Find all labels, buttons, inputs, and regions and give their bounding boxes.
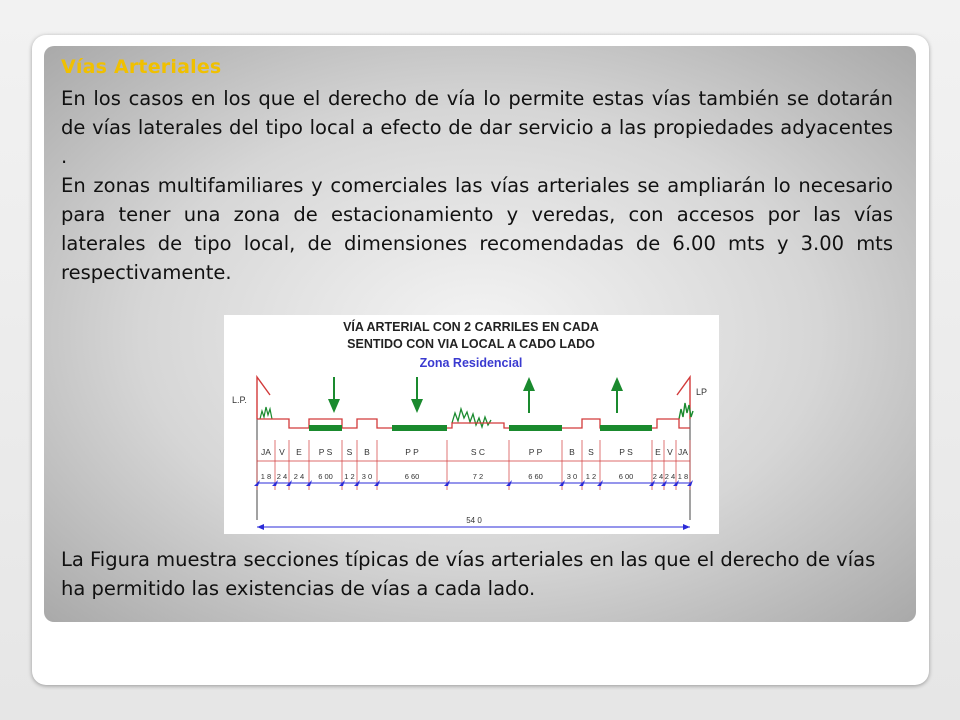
dimension-label: 2 4: [652, 472, 664, 481]
segment-label: E: [296, 447, 302, 457]
segment-label: V: [279, 447, 285, 457]
dimension-label: 2 4: [276, 472, 288, 481]
segment-labels: [261, 447, 688, 457]
dimension-label: 1 8: [677, 472, 689, 481]
segment-label: S C: [470, 447, 486, 457]
lp-right-label: LP: [696, 387, 708, 397]
total-width-label: 54 0: [466, 516, 482, 525]
figure-subheading: Zona Residencial: [419, 356, 523, 370]
dimension-label: 6 00: [618, 472, 634, 481]
segment-label: JA: [261, 447, 271, 457]
dimension-label: 1 2: [344, 472, 355, 481]
paragraph-2: En zonas multifamiliares y comerciales las vías arteriales se ampliarán lo necesario para tener una zona de estacionamiento y veredas, con accesos por las vías laterales de tipo local, de dimensiones recomendadas de 6.00 mts y 3.00 mts respectivamente.: [61, 174, 893, 284]
segment-label: P S: [318, 447, 333, 457]
lane-ps-right: [600, 425, 652, 431]
segment-label: S: [346, 447, 353, 457]
segment-label: B: [364, 447, 370, 457]
dimension-label: 2 4: [664, 472, 676, 481]
figure-heading-1: VÍA ARTERIAL CON 2 CARRILES EN CADA: [343, 320, 599, 334]
dimension-label: 6 00: [318, 472, 333, 481]
segment-label: E: [655, 447, 661, 457]
slide-title: Vías Arteriales: [61, 56, 222, 78]
segment-label: V: [667, 447, 673, 457]
dimension-label: 7 2: [472, 472, 484, 481]
road-section-figure: [224, 315, 719, 534]
paragraph-1: En los casos en los que el derecho de vía lo permite estas vías también se dotarán de vías laterales del tipo local a efecto de dar servicio a las propiedades adyacentes .: [61, 87, 893, 168]
dimension-label: 2 4: [293, 472, 305, 481]
segment-label: P P: [405, 447, 419, 457]
dimension-label: 3 0: [361, 472, 373, 481]
figure-caption: La Figura muestra secciones típicas de vías arteriales en las que el derecho de vías ha permitido las existencias de vías a cada lado.: [61, 548, 876, 600]
dimension-label: 6 60: [404, 472, 420, 481]
dimension-labels: [261, 472, 688, 481]
figure-heading-2: SENTIDO CON VIA LOCAL A CADO LADO: [347, 337, 595, 351]
segment-label: P S: [619, 447, 633, 457]
lane-pp-right: [509, 425, 562, 431]
road-section-diagram: [224, 315, 719, 534]
lp-left-label: L.P.: [232, 395, 247, 405]
segment-label: S: [588, 447, 594, 457]
segment-label: JA: [678, 447, 688, 457]
lane-ps-left: [309, 425, 342, 431]
dimension-label: 1 8: [260, 472, 272, 481]
lane-pp-left: [392, 425, 447, 431]
dimension-label: 3 0: [566, 472, 578, 481]
segment-label: B: [569, 447, 575, 457]
dimension-label: 6 60: [528, 472, 543, 481]
segment-label: P P: [528, 447, 543, 457]
dimension-label: 1 2: [585, 472, 597, 481]
